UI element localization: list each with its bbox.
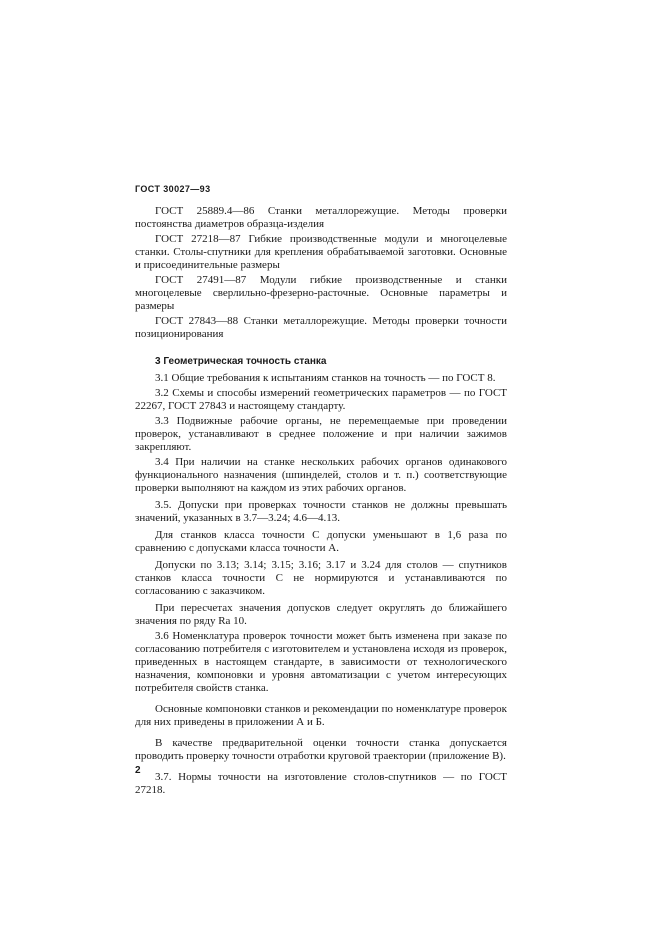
- reference-item: ГОСТ 27218—87 Гибкие производственные модули и многоцелевые станки. Столы-спутники для крепления обрабатываемой заготовки. Основные и присоединительные размеры: [135, 233, 507, 271]
- section-heading: 3 Геометрическая точность станка: [155, 356, 327, 367]
- paragraph: Для станков класса точности С допуски уменьшают в 1,6 раза по сравнению с допусками класса точности А.: [135, 529, 507, 554]
- reference-item: ГОСТ 27843—88 Станки металлорежущие. Методы проверки точности позиционирования: [135, 315, 507, 340]
- paragraph: 3.5. Допуски при проверках точности станков не должны превышать значений, указанных в 3.7—3.24; 4.6—4.13.: [135, 499, 507, 524]
- paragraph: Основные компоновки станков и рекомендации по номенклатуре проверок для них приведены в приложении А и Б.: [135, 703, 507, 728]
- paragraph: При пересчетах значения допусков следует округлять до ближайшего значения по ряду Ra 10.: [135, 602, 507, 627]
- paragraph: В качестве предварительной оценки точности станка допускается проводить проверку точности отработки круговой траектории (приложение В).: [135, 737, 507, 762]
- paragraph: 3.1 Общие требования к испытаниям станков на точность — по ГОСТ 8.: [155, 372, 496, 384]
- reference-item: ГОСТ 27491—87 Модули гибкие производственные и станки многоцелевые сверлильно-фрезерно-расточные. Основные параметры и размеры: [135, 274, 507, 312]
- paragraph: 3.3 Подвижные рабочие органы, не перемещаемые при проведении проверок, устанавливают в среднее положение и при наличии зажимов закрепляют.: [135, 415, 507, 453]
- paragraph: Допуски по 3.13; 3.14; 3.15; 3.16; 3.17 и 3.24 для столов — спутников станков класса точности С не нормируются и устанавливаются по согласованию с заказчиком.: [135, 559, 507, 597]
- document-header: ГОСТ 30027—93: [135, 184, 211, 194]
- paragraph: 3.4 При наличии на станке нескольких рабочих органов одинакового функционального назначения (шпинделей, столов и т. п.) соответствующие проверки выполняют на каждом из этих рабочих органов.: [135, 456, 507, 494]
- paragraph: 3.2 Схемы и способы измерений геометрических параметров — по ГОСТ 22267, ГОСТ 27843 и настоящему стандарту.: [135, 387, 507, 412]
- page-number: 2: [135, 765, 141, 776]
- paragraph: 3.7. Нормы точности на изготовление столов-спутников — по ГОСТ 27218.: [135, 771, 507, 796]
- paragraph: 3.6 Номенклатура проверок точности может быть изменена при заказе по согласованию потребителя с изготовителем и установлена исходя из проверок, приведенных в настоящем стандарте, в зависимости от технологического назначения, компоновки и уровня автоматизации с учетом интересующих потребителя свойств станка.: [135, 630, 507, 694]
- document-body: [135, 205, 507, 799]
- reference-item: ГОСТ 25889.4—86 Станки металлорежущие. Методы проверки постоянства диаметров образца-изделия: [135, 205, 507, 230]
